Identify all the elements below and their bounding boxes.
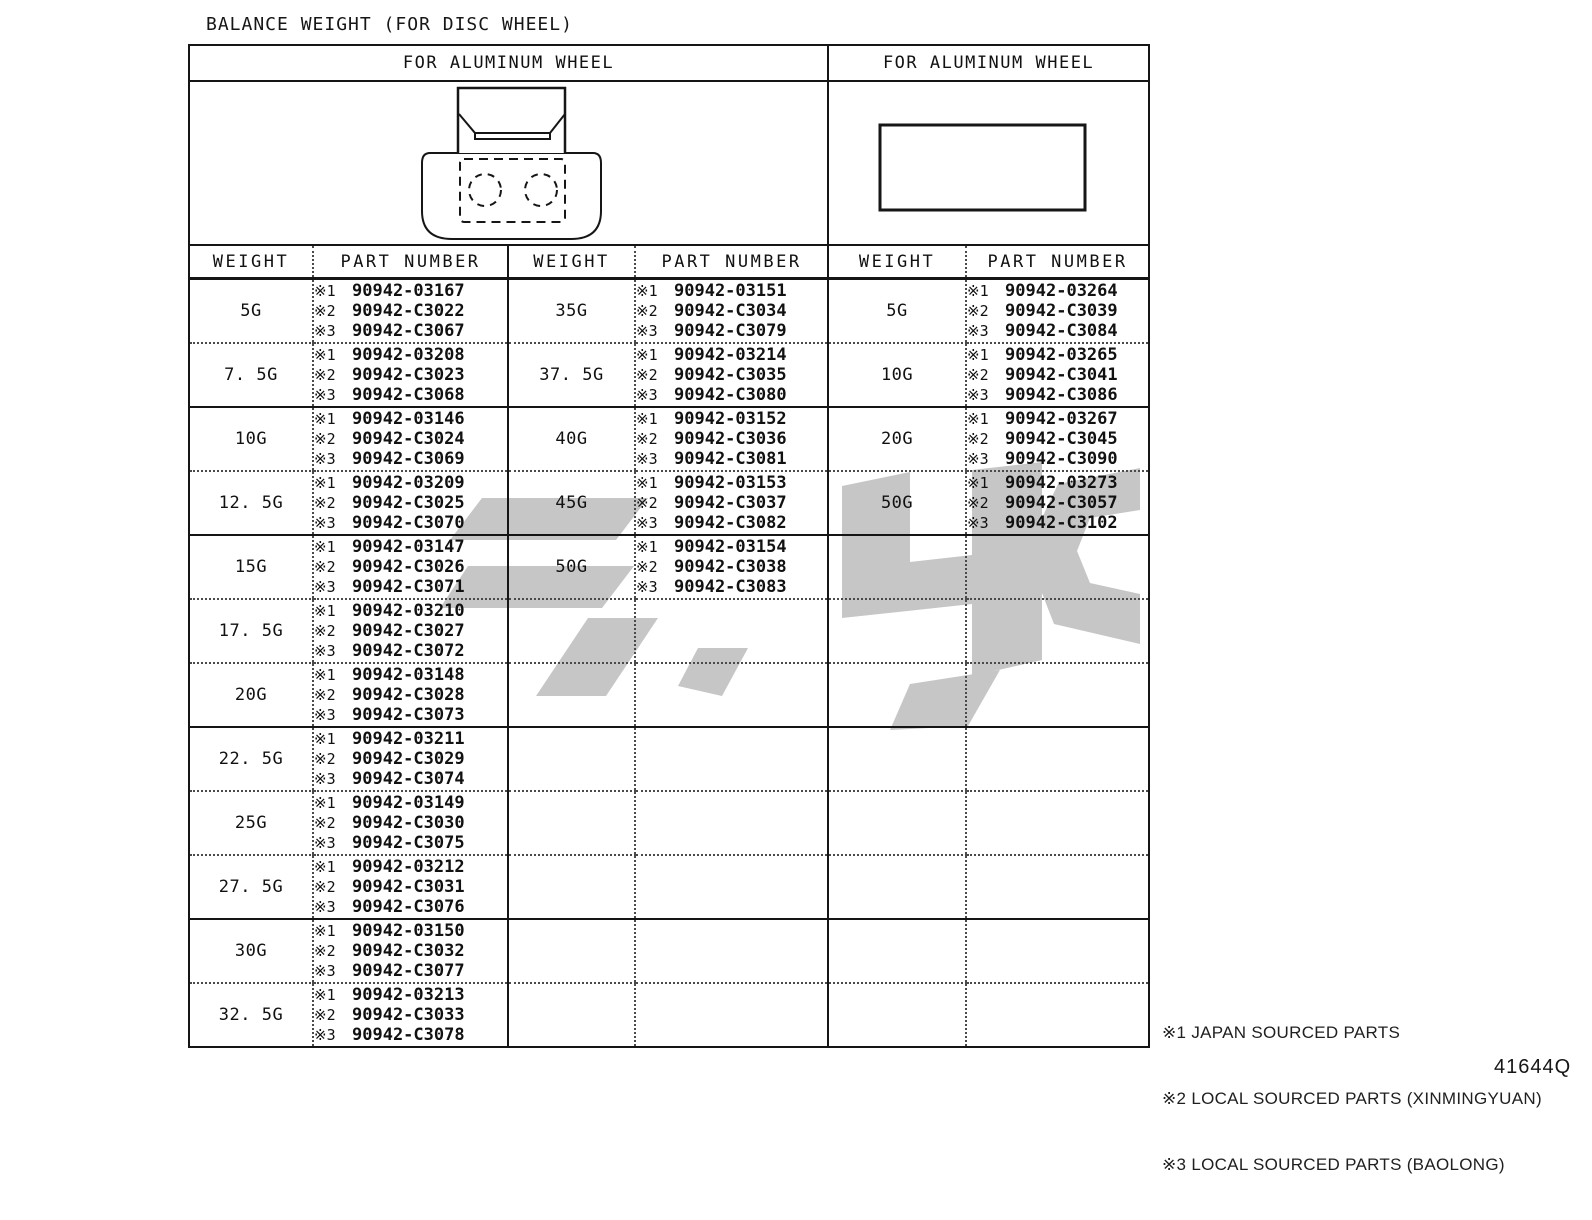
weight-cell: 10G	[828, 343, 966, 407]
weight-cell	[508, 727, 635, 791]
part-numbers-cell	[966, 855, 1149, 919]
part-number: 90942-03167	[352, 280, 465, 301]
part-number-line	[314, 921, 507, 941]
footnote-marker: ※2	[314, 1005, 336, 1024]
weight-cell	[508, 663, 635, 727]
part-number-line	[314, 857, 507, 877]
footnote-marker: ※2	[314, 877, 336, 896]
part-numbers-cell	[635, 919, 828, 983]
part-number: 90942-C3024	[352, 428, 465, 449]
footnote-marker: ※1	[314, 793, 336, 812]
part-numbers-cell	[313, 663, 508, 727]
part-number-line	[314, 365, 507, 385]
weight-cell	[828, 663, 966, 727]
footnote-marker: ※1	[314, 473, 336, 492]
part-number-line	[314, 961, 507, 981]
footnote-marker: ※1	[314, 345, 336, 364]
weight-cell: 20G	[828, 407, 966, 471]
part-number: 90942-03265	[1005, 344, 1118, 365]
clip-balance-weight-drawing	[190, 83, 827, 243]
part-number-line	[314, 557, 507, 577]
part-number: 90942-C3102	[1005, 512, 1118, 533]
table-row	[189, 727, 1149, 791]
footnote-marker: ※3	[314, 1025, 336, 1044]
part-number-line	[314, 601, 507, 621]
part-number-line	[314, 537, 507, 557]
footnote-marker: ※1	[636, 345, 658, 364]
column-header: PART NUMBER	[966, 245, 1149, 279]
part-number-line	[314, 685, 507, 705]
weight-cell: 12. 5G	[189, 471, 313, 535]
part-numbers-cell	[635, 727, 828, 791]
part-number-line	[636, 321, 827, 341]
part-number-line	[967, 385, 1148, 405]
part-number: 90942-03147	[352, 536, 465, 557]
footnote-marker: ※3	[314, 577, 336, 596]
weight-cell: 32. 5G	[218, 1004, 284, 1025]
part-number-line	[314, 793, 507, 813]
footnote-marker: ※1	[314, 857, 336, 876]
part-number: 90942-C3032	[352, 940, 465, 961]
part-number-line	[314, 281, 507, 301]
footnote-marker: ※3	[636, 385, 658, 404]
column-header: PART NUMBER	[635, 245, 828, 279]
part-numbers-cell	[966, 343, 1149, 407]
part-number-line	[314, 577, 507, 597]
stick-balance-weight-drawing	[829, 83, 1148, 243]
footnote-marker: ※2	[314, 557, 336, 576]
weight-cell	[828, 983, 966, 1047]
part-number: 90942-C3071	[352, 576, 465, 597]
part-numbers-cell	[313, 471, 508, 535]
part-number: 90942-03211	[352, 728, 465, 749]
weight-cell: 25G	[189, 791, 313, 855]
weight-cell: 30G	[189, 919, 313, 983]
footnote: ※1 JAPAN SOURCED PARTS	[1162, 1023, 1401, 1042]
part-number-line	[314, 985, 507, 1005]
part-number: 90942-C3084	[1005, 320, 1118, 341]
part-number-line	[314, 769, 507, 789]
weight-cell: 7. 5G	[189, 343, 313, 407]
part-number-line	[314, 1025, 507, 1045]
table-row	[189, 535, 1149, 599]
table-row	[189, 983, 1149, 1047]
part-number-line	[967, 449, 1148, 469]
part-number-line	[314, 729, 507, 749]
footnote-marker: ※3	[636, 577, 658, 596]
footnote-marker: ※2	[314, 429, 336, 448]
part-numbers-cell	[313, 343, 508, 407]
part-numbers-cell	[313, 279, 508, 343]
weight-cell	[828, 727, 966, 791]
part-number: 90942-C3027	[352, 620, 465, 641]
part-number: 90942-03213	[352, 984, 465, 1005]
part-numbers-cell	[635, 791, 828, 855]
footnote: ※3 LOCAL SOURCED PARTS (BAOLONG)	[1162, 1155, 1505, 1174]
weight-cell: 20G	[189, 663, 313, 727]
footnote-marker: ※3	[314, 897, 336, 916]
weight-cell	[828, 535, 966, 599]
part-number: 90942-C3074	[352, 768, 465, 789]
part-numbers-cell	[966, 919, 1149, 983]
part-number-line	[314, 813, 507, 833]
footnotes	[1162, 978, 1542, 1220]
part-number: 90942-C3082	[674, 512, 787, 533]
part-number-line	[967, 493, 1148, 513]
part-numbers-cell	[635, 279, 828, 343]
part-number: 90942-03214	[674, 344, 787, 365]
weight-cell: 5G	[828, 279, 966, 343]
footnote-marker: ※1	[314, 281, 336, 300]
part-number-line	[636, 449, 827, 469]
part-numbers-cell	[313, 407, 508, 471]
part-numbers-cell	[635, 343, 828, 407]
part-number: 90942-03146	[352, 408, 465, 429]
part-number: 90942-C3083	[674, 576, 787, 597]
part-numbers-cell	[966, 727, 1149, 791]
part-number: 90942-C3033	[352, 1004, 465, 1025]
part-number: 90942-C3086	[1005, 384, 1118, 405]
part-numbers-cell	[966, 599, 1149, 663]
weight-cell	[828, 919, 966, 983]
part-number-line	[636, 345, 827, 365]
table-row	[189, 663, 1149, 727]
part-number: 90942-03209	[352, 472, 465, 493]
footnote-marker: ※3	[314, 321, 336, 340]
weight-cell: 15G	[189, 535, 313, 599]
part-number: 90942-C3077	[352, 960, 465, 981]
part-number-line	[636, 409, 827, 429]
part-number: 90942-C3037	[674, 492, 787, 513]
part-numbers-cell	[313, 535, 508, 599]
part-number: 90942-C3045	[1005, 428, 1118, 449]
part-number-line	[314, 385, 507, 405]
part-number: 90942-C3025	[352, 492, 465, 513]
footnote-marker: ※3	[967, 321, 989, 340]
footnote-marker: ※1	[636, 281, 658, 300]
part-number: 90942-03208	[352, 344, 465, 365]
weight-cell: 5G	[189, 279, 313, 343]
footnote-marker: ※1	[967, 281, 989, 300]
part-number-line	[314, 641, 507, 661]
weight-cell	[508, 983, 635, 1047]
stick-weight-drawing-cell	[828, 81, 1149, 245]
footnote-marker: ※2	[314, 365, 336, 384]
footnote-marker: ※2	[636, 365, 658, 384]
footnote-marker: ※3	[636, 513, 658, 532]
part-number-line	[967, 409, 1148, 429]
part-number: 90942-C3076	[352, 896, 465, 917]
part-number-line	[636, 473, 827, 493]
part-number-line	[314, 301, 507, 321]
column-header: WEIGHT	[828, 245, 966, 279]
part-numbers-cell	[313, 983, 508, 1047]
page-title: BALANCE WEIGHT (FOR DISC WHEEL)	[206, 14, 573, 35]
part-number: 90942-C3080	[674, 384, 787, 405]
part-numbers-cell	[966, 983, 1149, 1047]
part-number: 90942-03150	[352, 920, 465, 941]
footnote-marker: ※2	[314, 493, 336, 512]
part-number: 90942-C3068	[352, 384, 465, 405]
part-number: 90942-C3057	[1005, 492, 1118, 513]
table-row	[189, 407, 1149, 471]
part-numbers-cell	[966, 471, 1149, 535]
part-number-line	[967, 513, 1148, 533]
part-numbers-cell	[635, 855, 828, 919]
part-number: 90942-C3072	[352, 640, 465, 661]
part-number: 90942-03212	[352, 856, 465, 877]
footnote-marker: ※1	[314, 921, 336, 940]
part-number-line	[314, 345, 507, 365]
part-number-line	[314, 1005, 507, 1025]
part-numbers-cell	[313, 919, 508, 983]
part-number: 90942-C3039	[1005, 300, 1118, 321]
part-number: 90942-03151	[674, 280, 787, 301]
part-number: 90942-C3070	[352, 512, 465, 533]
part-number: 90942-03152	[674, 408, 787, 429]
part-number: 90942-C3073	[352, 704, 465, 725]
footnote-marker: ※3	[314, 705, 336, 724]
part-number-line	[314, 321, 507, 341]
section-header-row	[189, 45, 1149, 81]
weight-cell	[508, 599, 635, 663]
part-number-line	[314, 897, 507, 917]
footnote-marker: ※1	[314, 985, 336, 1004]
footnote-marker: ※2	[636, 301, 658, 320]
part-numbers-cell	[635, 535, 828, 599]
weight-cell: 22. 5G	[189, 727, 313, 791]
part-number-line	[967, 281, 1148, 301]
part-number-line	[636, 493, 827, 513]
weight-cell	[508, 791, 635, 855]
part-number: 90942-C3079	[674, 320, 787, 341]
column-header-row	[189, 245, 1149, 279]
part-number: 90942-C3067	[352, 320, 465, 341]
part-numbers-cell	[966, 663, 1149, 727]
part-number-line	[636, 577, 827, 597]
table-row	[189, 855, 1149, 919]
weight-cell: 50G	[828, 471, 966, 535]
footnote-marker: ※2	[636, 493, 658, 512]
footnote-marker: ※3	[314, 833, 336, 852]
part-number: 90942-C3075	[352, 832, 465, 853]
footnote-marker: ※3	[967, 385, 989, 404]
part-number: 90942-03210	[352, 600, 465, 621]
part-number: 90942-03149	[352, 792, 465, 813]
table-row	[189, 599, 1149, 663]
weight-cell: 27. 5G	[189, 855, 313, 919]
part-number-line	[636, 301, 827, 321]
part-number: 90942-C3028	[352, 684, 465, 705]
part-number: 90942-C3041	[1005, 364, 1118, 385]
footnote-marker: ※3	[636, 321, 658, 340]
footnote-marker: ※3	[967, 513, 989, 532]
footnote-marker: ※2	[314, 685, 336, 704]
footnote-marker: ※2	[314, 621, 336, 640]
footnote-marker: ※2	[636, 557, 658, 576]
part-number-line	[967, 429, 1148, 449]
part-number: 90942-C3022	[352, 300, 465, 321]
footnote-marker: ※3	[636, 449, 658, 468]
part-number-line	[967, 365, 1148, 385]
part-number-line	[314, 665, 507, 685]
footnote-marker: ※1	[967, 409, 989, 428]
part-number-line	[314, 473, 507, 493]
section-header-aluminum-wheel-left: FOR ALUMINUM WHEEL	[189, 45, 828, 81]
clip-weight-drawing-cell	[189, 81, 828, 245]
part-number-line	[314, 493, 507, 513]
part-numbers-cell	[635, 407, 828, 471]
footnote-marker: ※3	[314, 385, 336, 404]
table-body	[189, 279, 1149, 1047]
part-number: 90942-C3023	[352, 364, 465, 385]
footnote-marker: ※3	[314, 449, 336, 468]
part-number: 90942-03264	[1005, 280, 1118, 301]
part-numbers-cell	[635, 663, 828, 727]
balance-weight-table	[188, 44, 1150, 1048]
part-number: 90942-C3029	[352, 748, 465, 769]
footnote-marker: ※1	[314, 729, 336, 748]
footnote-marker: ※1	[314, 537, 336, 556]
part-number-line	[967, 321, 1148, 341]
part-number-line	[636, 429, 827, 449]
footnote: ※2 LOCAL SOURCED PARTS (XINMINGYUAN)	[1162, 1089, 1542, 1108]
part-numbers-cell	[313, 855, 508, 919]
part-number: 90942-C3081	[674, 448, 787, 469]
part-number: 90942-C3038	[674, 556, 787, 577]
table-row	[189, 791, 1149, 855]
part-number-line	[636, 365, 827, 385]
part-number: 90942-03267	[1005, 408, 1118, 429]
part-number: 90942-03273	[1005, 472, 1118, 493]
part-number-line	[636, 513, 827, 533]
footnote-marker: ※1	[314, 665, 336, 684]
part-number-line	[314, 429, 507, 449]
part-number: 90942-C3026	[352, 556, 465, 577]
footnote-marker: ※2	[967, 301, 989, 320]
part-numbers-cell	[635, 599, 828, 663]
part-number: 90942-C3078	[352, 1024, 465, 1045]
section-header-aluminum-wheel-right: FOR ALUMINUM WHEEL	[828, 45, 1149, 81]
weight-cell	[508, 919, 635, 983]
part-number-line	[314, 877, 507, 897]
footnote-marker: ※1	[314, 601, 336, 620]
part-number-line	[636, 537, 827, 557]
part-number-line	[636, 385, 827, 405]
part-number-line	[314, 833, 507, 853]
part-number: 90942-C3034	[674, 300, 787, 321]
footnote-marker: ※2	[314, 813, 336, 832]
weight-cell: 40G	[508, 407, 635, 471]
footnote-marker: ※2	[967, 493, 989, 512]
part-number: 90942-03153	[674, 472, 787, 493]
weight-cell: 45G	[508, 471, 635, 535]
part-number-line	[314, 749, 507, 769]
table-row	[189, 471, 1149, 535]
weight-cell: 17. 5G	[189, 599, 313, 663]
part-number-line	[967, 301, 1148, 321]
column-header: WEIGHT	[508, 245, 635, 279]
part-number: 90942-03154	[674, 536, 787, 557]
footnote-marker: ※2	[314, 749, 336, 768]
part-numbers-cell	[966, 407, 1149, 471]
column-header: PART NUMBER	[313, 245, 508, 279]
weight-cell	[828, 599, 966, 663]
part-number-line	[314, 449, 507, 469]
part-number-line	[314, 409, 507, 429]
weight-cell	[828, 855, 966, 919]
footnote-marker: ※1	[967, 473, 989, 492]
footnote-marker: ※3	[314, 769, 336, 788]
part-number: 90942-C3069	[352, 448, 465, 469]
weight-cell	[828, 791, 966, 855]
part-numbers-cell	[635, 983, 828, 1047]
part-numbers-cell	[966, 535, 1149, 599]
illustration-row	[189, 81, 1149, 245]
footnote-marker: ※2	[314, 941, 336, 960]
table-row	[189, 279, 1149, 343]
part-number: 90942-C3031	[352, 876, 465, 897]
part-numbers-cell	[966, 791, 1149, 855]
part-number-line	[967, 473, 1148, 493]
column-header: WEIGHT	[189, 245, 313, 279]
table-row	[189, 343, 1149, 407]
table-row	[189, 919, 1149, 983]
part-number-line	[314, 705, 507, 725]
footnote-marker: ※1	[314, 409, 336, 428]
footnote-marker: ※3	[314, 961, 336, 980]
weight-cell: 10G	[189, 407, 313, 471]
part-numbers-cell	[635, 471, 828, 535]
part-numbers-cell	[313, 599, 508, 663]
weight-cell	[508, 855, 635, 919]
weight-cell: 35G	[508, 279, 635, 343]
footnote-marker: ※2	[967, 365, 989, 384]
part-number: 90942-C3035	[674, 364, 787, 385]
footnote-marker: ※3	[314, 513, 336, 532]
part-number: 90942-C3090	[1005, 448, 1118, 469]
footnote-marker: ※1	[967, 345, 989, 364]
footnote-marker: ※3	[314, 641, 336, 660]
part-number: 90942-C3030	[352, 812, 465, 833]
footnote-marker: ※1	[636, 473, 658, 492]
part-numbers-cell	[313, 791, 508, 855]
footnote-marker: ※2	[967, 429, 989, 448]
part-numbers-cell	[313, 727, 508, 791]
part-number-line	[636, 281, 827, 301]
weight-cell: 37. 5G	[508, 343, 635, 407]
part-number-line	[314, 941, 507, 961]
page-code: 41644Q	[1494, 1056, 1572, 1078]
part-number: 90942-03148	[352, 664, 465, 685]
footnote-marker: ※3	[967, 449, 989, 468]
footnote-marker: ※1	[636, 409, 658, 428]
weight-cell: 50G	[508, 535, 635, 599]
part-number-line	[636, 557, 827, 577]
footnote-marker: ※1	[636, 537, 658, 556]
part-number-line	[314, 513, 507, 533]
footnote-marker: ※2	[636, 429, 658, 448]
footnote-marker: ※2	[314, 301, 336, 320]
part-number: 90942-C3036	[674, 428, 787, 449]
part-numbers-cell	[966, 279, 1149, 343]
part-number-line	[314, 621, 507, 641]
part-number-line	[967, 345, 1148, 365]
